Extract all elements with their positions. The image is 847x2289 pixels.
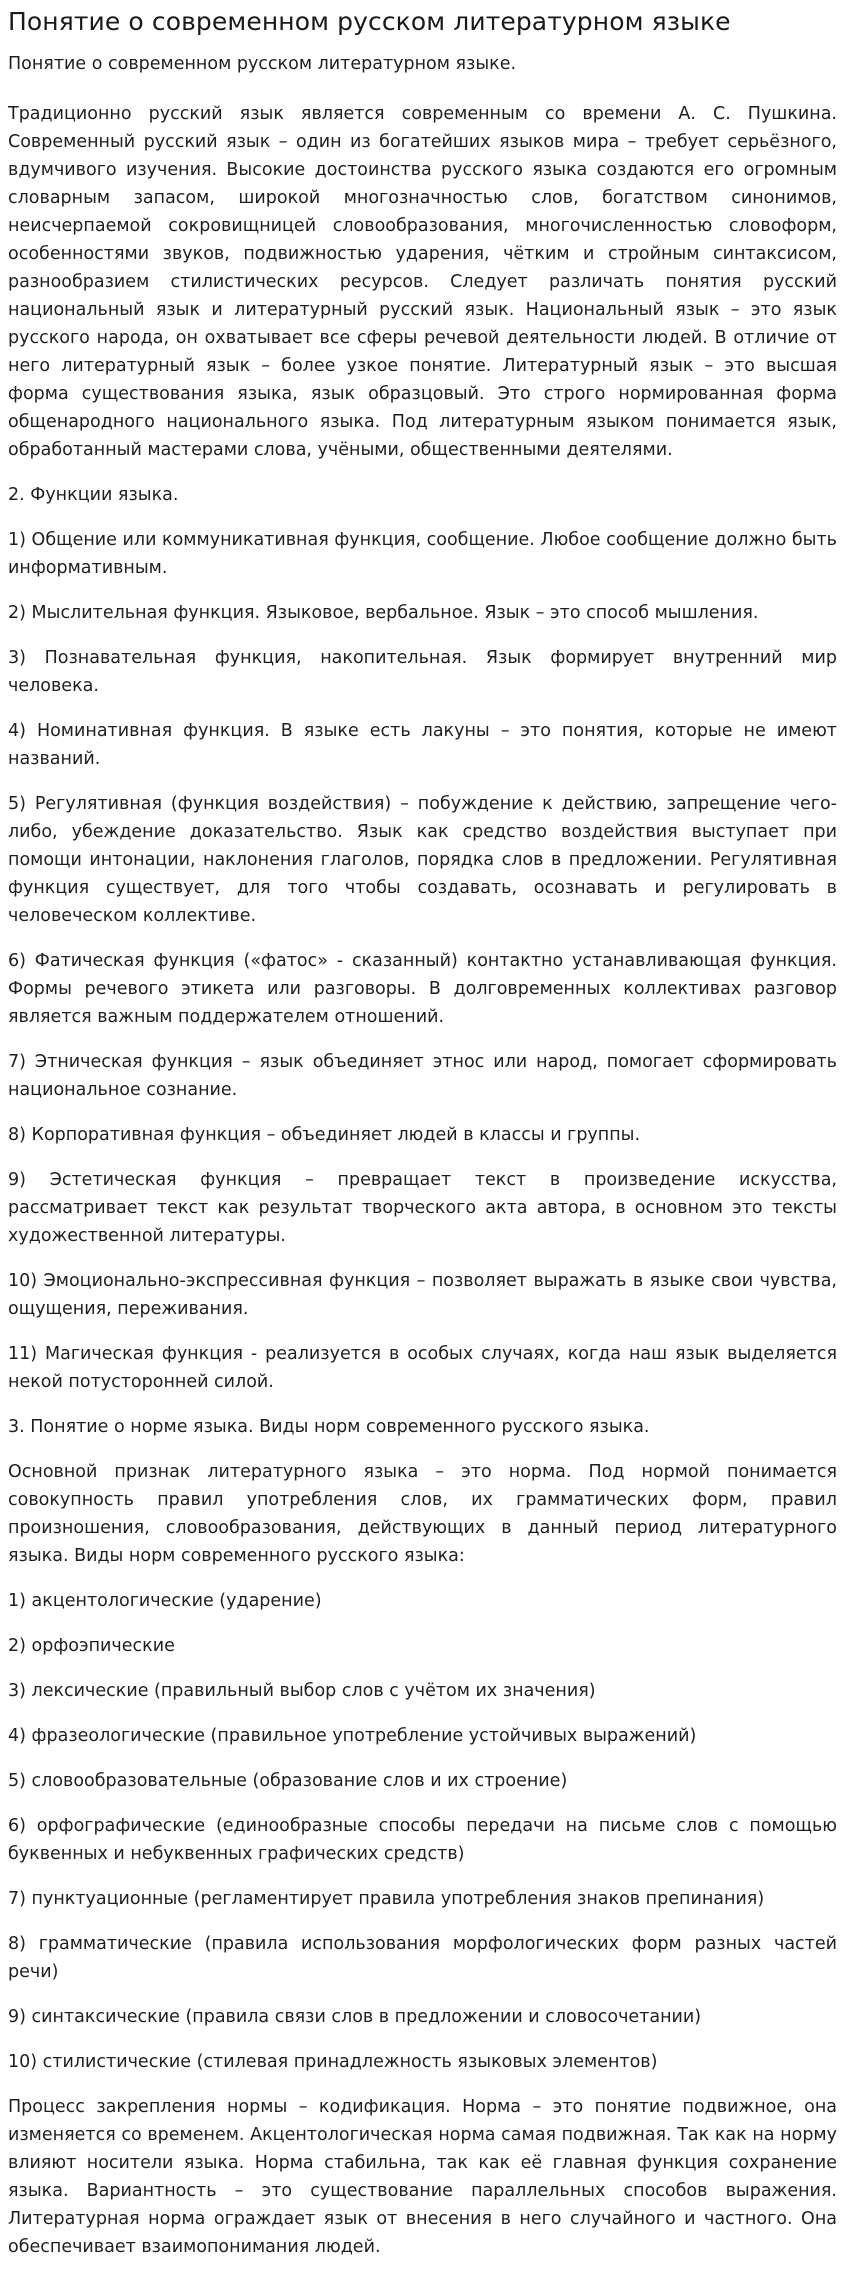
function-item: 10) Эмоционально-экспрессивная функция – позволяет выражать в языке свои чувства, ощущения, переживания. (8, 1271, 837, 1319)
function-item: 1) Общение или коммуникативная функция, сообщение. Любое сообщение должно быть информативным. (8, 530, 837, 578)
function-item: 7) Этническая функция – язык объединяет этнос или народ, помогает сформировать национальное сознание. (8, 1052, 837, 1100)
section-heading-functions: 2. Функции языка. (8, 485, 179, 505)
function-item: 9) Эстетическая функция – превращает текст в произведение искусства, рассматривает текст как результат творческого акта автора, в основном это тексты художественной литературы. (8, 1170, 837, 1246)
subtitle-paragraph: Понятие о современном русском литературном языке. (8, 54, 517, 74)
function-item: 4) Номинативная функция. В языке есть лакуны – это понятия, которые не имеют названий. (8, 721, 837, 769)
norm-type-item: 3) лексические (правильный выбор слов с учётом их значения) (8, 1681, 596, 1701)
function-item: 5) Регулятивная (функция воздействия) – побуждение к действию, запрещение чего-либо, убеждение доказательство. Язык как средство воздействия выступает при помощи интонации, наклонения глаголов, порядка слов в предложении. Регулятивная функция существует, для того чтобы создавать, осознавать и регулировать в человеческом коллективе. (8, 794, 837, 926)
norm-type-item: 4) фразеологические (правильное употребление устойчивых выражений) (8, 1726, 697, 1746)
norm-type-item: 1) акцентологические (ударение) (8, 1591, 322, 1611)
intro-paragraph: Традиционно русский язык является современным со времени А. С. Пушкина. Современный русский язык – один из богатейших языков мира – требует серьёзного, вдумчивого изучения. Высокие достоинства русского языка создаются его огромным словарным запасом, широкой многозначностью слов, богатством синонимов, неисчерпаемой сокровищницей словообразования, многочисленностью словоформ, особенностями звуков, подвижностью ударения, чётким и стройным синтаксисом, разнообразием стилистических ресурсов. Следует различать понятия русский национальный язык и литературный русский язык. Национальный язык – это язык русского народа, он охватывает все сферы речевой деятельности людей. В отличие от него литературный язык – более узкое понятие. Литературный язык – это высшая форма существования языка, язык образцовый. Это строго нормированная форма общенародного национального языка. Под литературным языком понимается язык, обработанный мастерами слова, учёными, общественными деятелями. (8, 104, 837, 460)
function-item: 11) Магическая функция - реализуется в особых случаях, когда наш язык выделяется некой потусторонней силой. (8, 1344, 837, 1392)
page-title: Понятие о современном русском литературном языке (8, 7, 731, 36)
norm-type-item: 10) стилистические (стилевая принадлежность языковых элементов) (8, 2052, 658, 2072)
function-item: 6) Фатическая функция («фатос» - сказанный) контактно устанавливающая функция. Формы речевого этикета или разговоры. В долговременных коллективах разговор является важным поддержателем отношений. (8, 951, 837, 1027)
norm-type-item: 6) орфографические (единообразные способы передачи на письме слов с помощью буквенных и небуквенных графических средств) (8, 1816, 837, 1864)
article-body (8, 50, 837, 2261)
norm-definition-paragraph: Основной признак литературного языка – это норма. Под нормой понимается совокупность правил употребления слов, их грамматических форм, правил произношения, словообразования, действующих в данный период литературного языка. Виды норм современного русского языка: (8, 1462, 837, 1566)
norm-type-item: 9) синтаксические (правила связи слов в предложении и словосочетании) (8, 2007, 702, 2027)
norm-type-item: 2) орфоэпические (8, 1636, 175, 1656)
norm-type-item: 5) словообразовательные (образование слов и их строение) (8, 1771, 568, 1791)
function-item: 8) Корпоративная функция – объединяет людей в классы и группы. (8, 1125, 641, 1145)
function-item: 3) Познавательная функция, накопительная. Язык формирует внутренний мир человека. (8, 648, 837, 696)
section-heading-norms: 3. Понятие о норме языка. Виды норм современного русского языка. (8, 1417, 650, 1437)
norm-type-item: 7) пунктуационные (регламентирует правила употребления знаков препинания) (8, 1889, 765, 1909)
norm-type-item: 8) грамматические (правила использования морфологических форм разных частей речи) (8, 1934, 837, 1982)
function-item: 2) Мыслительная функция. Языковое, вербальное. Язык – это способ мышления. (8, 603, 759, 623)
codification-paragraph: Процесс закрепления нормы – кодификация. Норма – это понятие подвижное, она изменяется со временем. Акцентологическая норма самая подвижная. Так как на норму влияют носители языка. Норма стабильна, так как её главная функция сохранение языка. Вариантность – это существование параллельных способов выражения. Литературная норма ограждает язык от внесения в него случайного и частного. Она обеспечивает взаимопонимания людей. (8, 2097, 837, 2257)
